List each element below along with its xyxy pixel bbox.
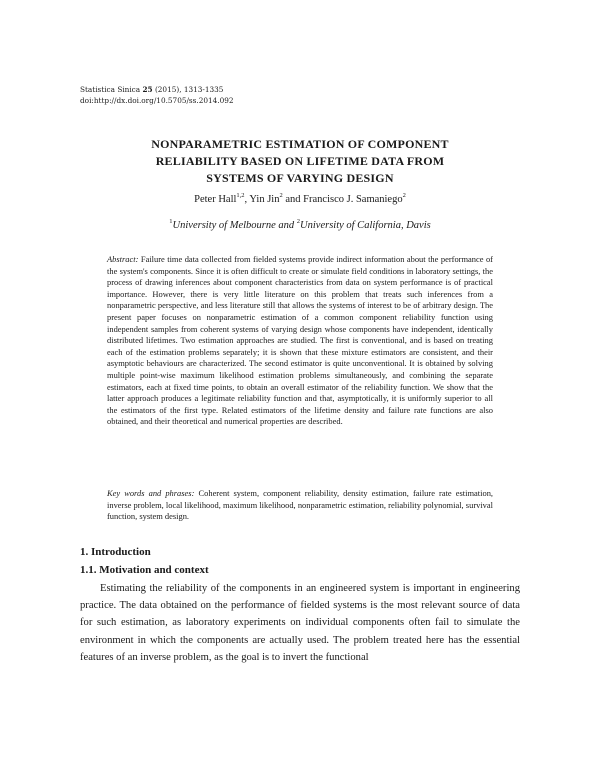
author-separator: and <box>282 194 304 205</box>
paper-title <box>80 136 520 187</box>
keywords-text: Coherent system, component reliability, density estimation, failure rate estimation, inverse problem, local likelihood, maximum likelihood, nonparametric estimation, reliability polynomial, survival function, system design. <box>107 488 494 522</box>
journal-name: Statistica Sinica <box>80 85 141 94</box>
author-name: Yin Jin <box>249 194 280 205</box>
title-line: SYSTEMS OF VARYING DESIGN <box>206 171 394 185</box>
author-affil-mark: 2 <box>402 192 406 199</box>
abstract-label: Abstract: <box>107 254 139 264</box>
affil-institution: University of California, Davis <box>300 220 431 231</box>
author-list <box>80 194 520 205</box>
journal-header <box>80 84 234 106</box>
section-heading: 1. Introduction <box>80 546 151 558</box>
keywords-label: Key words and phrases: <box>107 488 195 498</box>
title-line: RELIABILITY BASED ON LIFETIME DATA FROM <box>155 154 445 168</box>
keywords <box>107 488 493 523</box>
affiliations <box>80 220 520 231</box>
doi-link[interactable]: doi:http://dx.doi.org/10.5705/ss.2014.092 <box>80 96 234 105</box>
affil-mark: 2 <box>296 218 301 225</box>
journal-citation <box>80 84 234 95</box>
author-affil-mark: 2 <box>279 192 283 199</box>
body-paragraph: Estimating the reliability of the components in an engineered system is important in engineering practice. The data obtained on the performance of fielded systems is the most relevant source of data for such estimation, as laboratory experiments on individual components often fail to simulate the environment in which the components are actually used. The problem treated here has the essential features of an inverse problem, as the goal is to invert the functional <box>80 583 520 663</box>
subsection-heading: 1.1. Motivation and context <box>80 564 209 576</box>
title-line: NONPARAMETRIC ESTIMATION OF COMPONENT <box>151 137 449 151</box>
abstract-text: Failure time data collected from fielded systems provide indirect information about the performance of the system's components. Since it is often difficult to create or simulate field conditions in laboratory settings, the process of drawing inferences about component characteristics from data on system performance is of practical importance. However, there is very little literature on this problem that treats such inferences from a nonparametric perspective, and less literature still that allows the systems of interest to be of arbitrary design. The present paper focuses on nonparametric estimation of a common component reliability function using independent samples from coherent systems of varying design whose components have independent, identically distributed lifetimes. Two estimation approaches are studied. The first is conventional, and is based on treating each of the estimation problems separately; it is shown that these mixture estimators are consistent, and their asymptotic behaviours are characterized. The second estimator is quite unconventional. It is obtained by solving multiple point-wise maximum likelihood estimation problems simultaneously, and combining the separate estimators, each at fixed time points, to obtain an overall estimator of the reliability function. We show that the latter approach produces a legitimate reliability function and that, asymptotically, it is uniformly superior to all the estimators of the first type. Related estimators of the lifetime density and failure rate functions are also obtained, and their theoretical and numerical properties are described. <box>107 254 493 427</box>
author-affil-mark: 1,2 <box>236 192 245 199</box>
affil-institution: University of Melbourne and <box>172 220 297 231</box>
author-name: Peter Hall <box>194 194 237 205</box>
author-separator: , <box>244 194 250 205</box>
journal-year-pages: (2015), 1313-1335 <box>154 85 224 94</box>
abstract <box>107 254 493 428</box>
journal-volume: 25 <box>142 85 153 94</box>
author-name: Francisco J. Samaniego <box>303 194 403 205</box>
affil-mark: 1 <box>169 218 173 225</box>
